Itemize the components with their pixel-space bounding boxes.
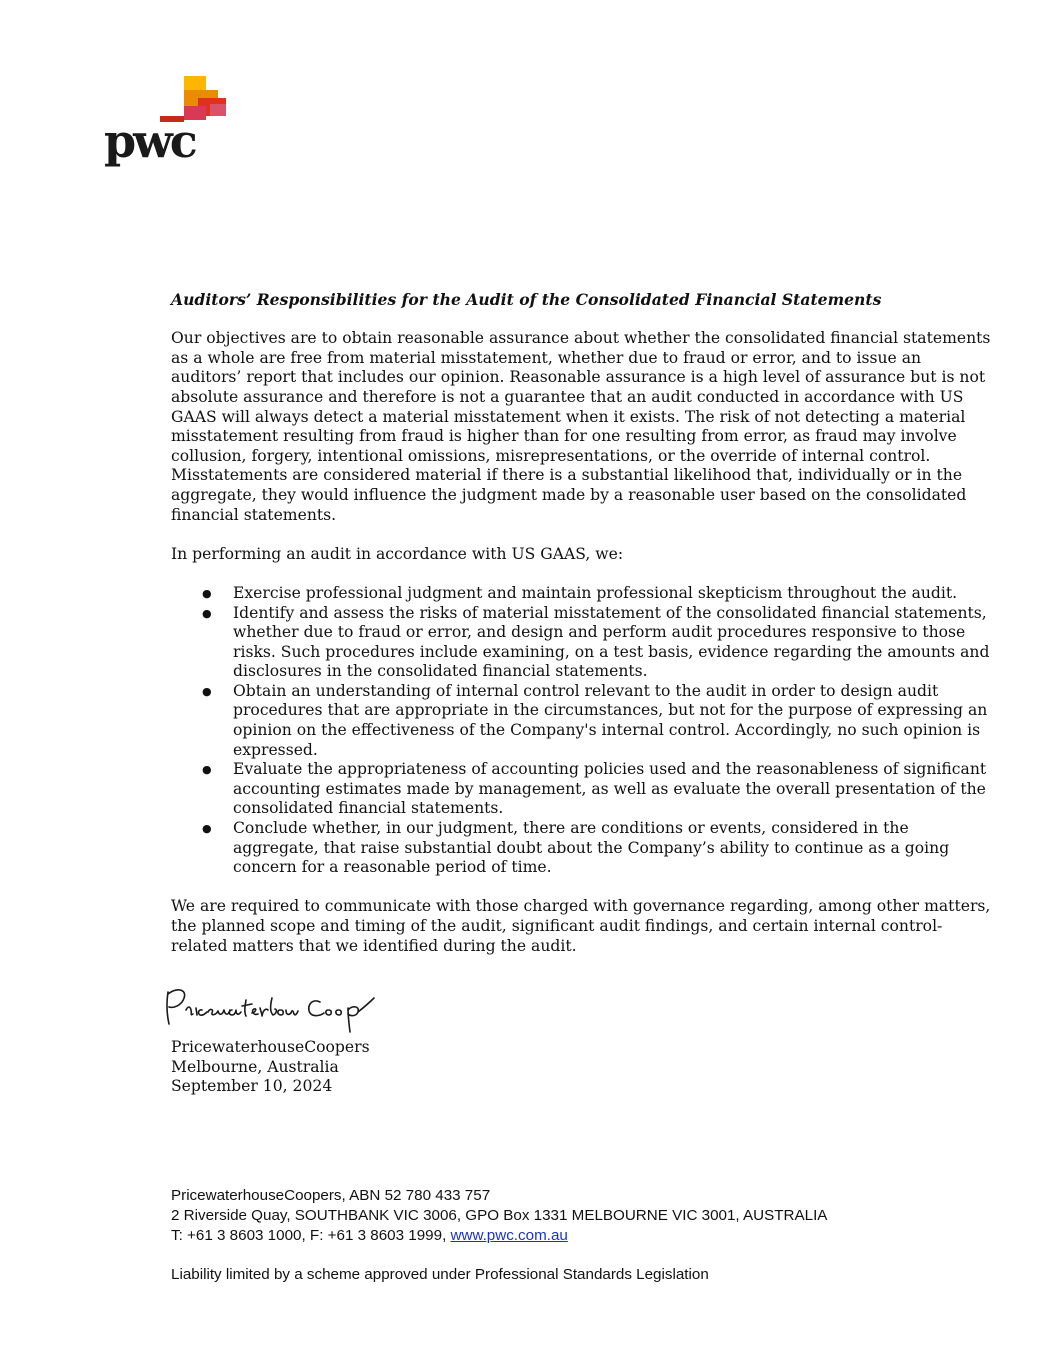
list-item: ● Identify and assess the risks of material misstatement of the consolidated financial statements, whether due to fraud or error, and design and perform audit procedures responsive to those risks. Such procedures include examining, on a test basis, evidence regarding the amounts and disclosures in the consolidated financial statements.	[233, 604, 991, 682]
footer-website-link[interactable]: www.pwc.com.au	[450, 1227, 568, 1244]
paragraph-intro: In performing an audit in accordance with US GAAS, we:	[171, 544, 624, 563]
procedure-list	[171, 584, 991, 878]
list-item: ● Evaluate the appropriateness of accounting policies used and the reasonableness of significant accounting estimates made by management, as well as evaluate the overall presentation of the consolidated financial statements.	[233, 760, 991, 819]
report-date: September 10, 2024	[171, 1077, 333, 1096]
pwc-logo-text: pwc	[104, 114, 195, 168]
list-item: ● Conclude whether, in our judgment, there are conditions or events, considered in the aggregate, that raise substantial doubt about the Company’s ability to continue as a going concern for a reasonable period of time.	[233, 819, 991, 878]
paragraph-objectives: Our objectives are to obtain reasonable assurance about whether the consolidated financial statements as a whole are free from material misstatement, whether due to fraud or error, and to issue an auditors’ report that includes our opinion. Reasonable assurance is a high level of assurance but is not absolute assurance and therefore is not a guarantee that an audit conducted in accordance with US GAAS will always detect a material misstatement when it exists. The risk of not detecting a material misstatement resulting from fraud is higher than for one resulting from error, as fraud may involve collusion, forgery, intentional omissions, misrepresentations, or the override of internal control. Misstatements are considered material if there is a substantial likelihood that, individually or in the aggregate, they would influence the judgment made by a reasonable user based on the consolidated financial statements.	[171, 329, 991, 524]
handwritten-signature	[160, 980, 400, 1040]
firm-name: PricewaterhouseCoopers	[171, 1038, 370, 1056]
list-item: ● Exercise professional judgment and maintain professional skepticism throughout the audit.	[233, 584, 991, 604]
letter-body	[171, 290, 991, 976]
footer-liability-note: Liability limited by a scheme approved under Professional Standards Legislation	[171, 1266, 709, 1283]
footer-address-line: 2 Riverside Quay, SOUTHBANK VIC 3006, GPO Box 1331 MELBOURNE VIC 3001, AUSTRALIA	[171, 1207, 828, 1224]
footer-phone-fax: T: +61 3 8603 1000, F: +61 3 8603 1999,	[171, 1227, 451, 1244]
list-item: ● Obtain an understanding of internal control relevant to the audit in order to design audit procedures that are appropriate in the circumstances, but not for the purpose of expressing an opinion on the effectiveness of the Company's internal control. Accordingly, no such opinion is expressed.	[233, 682, 991, 760]
footer-company-line: PricewaterhouseCoopers, ABN 52 780 433 757	[171, 1187, 491, 1204]
paragraph-governance: We are required to communicate with those charged with governance regarding, among other matters, the planned scope and timing of the audit, significant audit findings, and certain internal control-related matters that we identified during the audit.	[171, 897, 991, 955]
logo-block-pink	[210, 104, 226, 116]
page-footer	[171, 1186, 827, 1285]
pwc-logo	[104, 76, 234, 171]
section-heading: Auditors’ Responsibilities for the Audit of the Consolidated Financial Statements	[171, 290, 882, 309]
firm-location: Melbourne, Australia	[171, 1057, 339, 1076]
footer-contact-line	[171, 1226, 827, 1246]
signature-block	[171, 1038, 370, 1097]
